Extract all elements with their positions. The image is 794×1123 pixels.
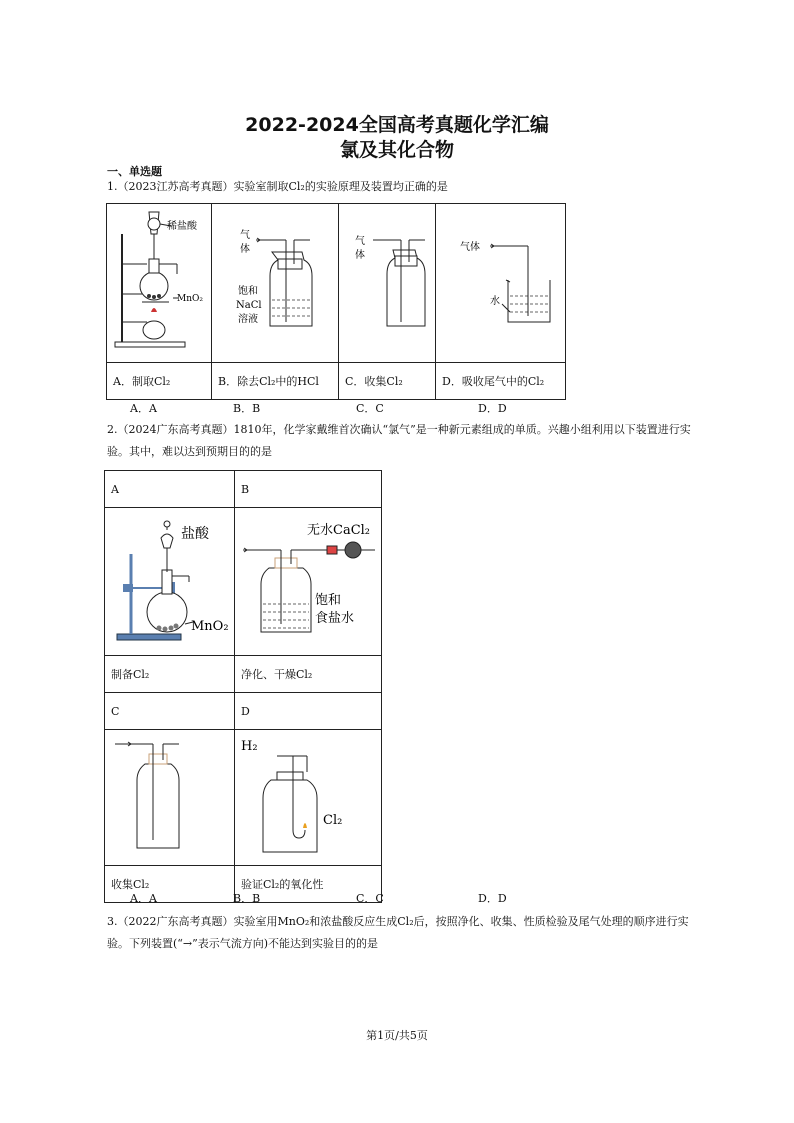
label-gas-c1: 气 bbox=[355, 236, 365, 247]
label-mno2: MnO₂ bbox=[177, 294, 203, 304]
page-subtitle: 氯及其化合物 bbox=[339, 139, 454, 161]
question-2-figure-table bbox=[104, 470, 382, 903]
q2-option-b[interactable]: B．B bbox=[233, 892, 261, 905]
label-nacl: NaCl bbox=[236, 300, 262, 311]
q2-option-a[interactable]: A．A bbox=[130, 892, 157, 905]
label-gas-b1: 气 bbox=[240, 230, 250, 241]
q2-apparatus-d bbox=[235, 730, 381, 862]
q1-apparatus-a bbox=[107, 204, 211, 359]
q1-figure-a bbox=[107, 204, 212, 363]
q1-caption-c: C．收集Cl₂ bbox=[339, 363, 436, 400]
q2-apparatus-b bbox=[235, 508, 381, 652]
question-1-figure-table bbox=[106, 203, 566, 400]
label-dilute-hcl: 稀盐酸 bbox=[167, 221, 197, 232]
q1-figure-b bbox=[212, 204, 339, 363]
page-title: 2022-2024全国高考真题化学汇编 bbox=[245, 114, 549, 136]
q2-caption-a: 制备Cl₂ bbox=[105, 656, 235, 693]
q2-header-d: D bbox=[235, 693, 382, 730]
label-solution: 溶液 bbox=[238, 314, 258, 325]
q1-apparatus-b bbox=[212, 204, 338, 359]
q1-caption-a: A．制取Cl₂ bbox=[107, 363, 212, 400]
label-saturated: 饱和 bbox=[238, 286, 258, 297]
q2-header-c: C bbox=[105, 693, 235, 730]
q1-option-b[interactable]: B．B bbox=[233, 402, 261, 415]
q2-apparatus-a bbox=[105, 508, 233, 652]
label-cl2-d: Cl₂ bbox=[323, 813, 343, 828]
label-h2: H₂ bbox=[241, 739, 258, 754]
q1-figure-c bbox=[339, 204, 436, 363]
q2-header-a: A bbox=[105, 471, 235, 508]
q2-caption-c: 收集Cl₂ bbox=[105, 866, 235, 903]
question-2-stem: 2.（2024广东高考真题）1810年，化学家戴维首次确认“氯气”是一种新元素组成的单质。兴趣小组利用以下装置进行实验。其中，难以达到预期目的的是 bbox=[107, 423, 691, 458]
q2-figure-c bbox=[105, 730, 235, 866]
q1-figure-d bbox=[436, 204, 566, 363]
q1-option-a[interactable]: A．A bbox=[130, 402, 157, 415]
question-3-stem: 3.（2022广东高考真题）实验室用MnO₂和浓盐酸反应生成Cl₂后，按照净化、收集、性质检验及尾气处理的顺序进行实验。下列装置(“→”表示气流方向)不能达到实验目的的是 bbox=[107, 915, 689, 950]
q2-caption-d: 验证Cl₂的氧化性 bbox=[235, 866, 382, 903]
q1-apparatus-d bbox=[436, 204, 564, 359]
q2-figure-b bbox=[235, 508, 382, 656]
question-1-stem: 1.（2023江苏高考真题）实验室制取Cl₂的实验原理及装置均正确的是 bbox=[107, 180, 448, 193]
label-mno2-a: MnO₂ bbox=[191, 619, 229, 634]
q1-option-c[interactable]: C．C bbox=[356, 402, 384, 415]
label-saturated-b: 饱和 bbox=[315, 593, 342, 608]
label-anhydrous-cacl2: 无水CaCl₂ bbox=[307, 523, 371, 538]
q1-option-d[interactable]: D．D bbox=[478, 402, 507, 415]
q2-header-b: B bbox=[235, 471, 382, 508]
q1-caption-b: B．除去Cl₂中的HCl bbox=[212, 363, 339, 400]
q2-caption-b: 净化、干燥Cl₂ bbox=[235, 656, 382, 693]
q2-apparatus-c bbox=[105, 730, 233, 862]
q1-apparatus-c bbox=[339, 204, 435, 359]
q2-figure-a bbox=[105, 508, 235, 656]
q1-caption-d: D．吸收尾气中的Cl₂ bbox=[436, 363, 566, 400]
page-footer: 第1页/共5页 bbox=[366, 1029, 428, 1042]
section-heading: 一、单选题 bbox=[107, 165, 162, 178]
label-brine: 食盐水 bbox=[315, 611, 355, 626]
q2-option-d[interactable]: D．D bbox=[478, 892, 507, 905]
label-water: 水 bbox=[490, 296, 500, 307]
label-gas-b2: 体 bbox=[240, 244, 250, 255]
label-gas-c2: 体 bbox=[355, 250, 365, 261]
label-hcl-a: 盐酸 bbox=[181, 526, 209, 542]
label-gas-d: 气体 bbox=[460, 242, 480, 253]
q2-option-c[interactable]: C．C bbox=[356, 892, 384, 905]
q2-figure-d bbox=[235, 730, 382, 866]
